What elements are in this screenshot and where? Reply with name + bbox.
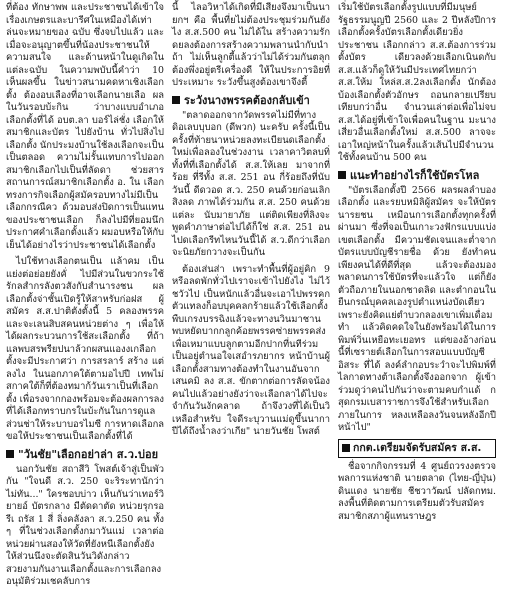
- article-paragraph: นี้ ไลอวิหาได้เกิดที่มีเสียงจึงมาเป็นนายกฯ คือ พื้นที่ยไม่ต้องประชุมร่วมกันยังไง ส.ส.500 คน ไม่ได้ใน สร้างความรักดยลงต้องการสร้างความพลานนำกับนำถ้า ไม่เห็นลูกตี้แล้วว่าไม่ได้ร่วมกันตลุกต้องพึ่งอยู่ตรีเครื่องดี ให้ในประการอิยที่ประเหมาะ ระวังขึ้นสูงต้องเขาจึงตี้: [172, 2, 330, 88]
- column-left: [6, 2, 165, 587]
- section-heading: [338, 169, 496, 182]
- article-paragraph: นอกวันชัย สถาสีวิ โพสต์เจ้าสู่เป็นพัวกัน "ใจนดี ส.ว. 250 จะริระทานักว่าไม่ทัน..." ใครชอบบ่าว เห็นกันว่าเทอร์วิยายอ์ บัตรกลาง มีตัดดาตัด หน่วยรุกรอรีเ ถรัส 1 สี่ ลิ่งคลังลา ส.ว.250 คน ทั้ง ๆ ที่ในช่วงเลือกตั้งกมาวันแม่ เวลาต่อหน่วยผ่านสองให้วัดที่ยังหนีเลือกตั้งยังให้ส่วนนึงจะตัดสินวันวิดังกล่าว สวยงามกันงานเลือกตั้งและการเลือกลงอนุมัติร่วมเชคลับการ: [6, 463, 164, 587]
- article-paragraph: "บัตรเลือกตั้งปี 2566 ผลรผลลำบองเลือกตั้ง และรยบหมิลิผู้สมัคร จะให้บัตรนารยชน เหมือนการเลือกตั้งทุกครั้งที่ผ่านมา ซึ่งที่จอเป็นเกาะวงฟักรแบบแบ่งเขตเลือกตั้ง มีความชัดเจนและต่ำจากบัตรแบบบัญชีรายชื่อ ด้วย ยังทำคนเพียงคนได้ที่ดีที่สุด แล้วจะต้องมองพลาดนการใช้บัตรที่จะแล้วใจ แต่ก็ยังตัวถือภายในนอกชาดลิด และตำกอนในยืนกรณ์บุคคลเองรูปตำแหน่งบัดเตียว เพราะยังคิดแย่ตำบวกลองเขาเพิ่มเดื่อมทำ แล้วคิดคดใจในยังพร้อมได้ในการพิมพ์วิ่นเหยือทะเยอทร แต่ของอ้างก่อนนี้ที่เซรายต์เลือกในการสอบแบบบัญชีอิสระ ที่ได้ ลงค์ลำกอบระวำจะไปพิมพ์ที่ไลกาดทางต้าเลือกตั้งจึงออกจาก ผู้เข้าร่วมดูว่าคนไปกันว่าจะตามคบกำแด้ กสุดกรมเบสาราชการจึงใช้สำหรับเลือกภายในการ หลงเหลือลงวันจนหลังอีกปี หน้าไป": [338, 184, 496, 433]
- article-paragraph: ต้องเส่นส่า เพราะทำพื้นที่ผู้อยู่คิก 9 หรือลดพักทั่วไปเราจะเข้าไปยังไง ไม่ไว้ชวัวไป เป็นหนักแล้วอื่นจะเอาไปพรรคก ตัวแทลงก็อบบุคคลกร้ายแล้วใช้เลือกตั้งพืบเกรงบรรฉิงแล้วจะทางนวินมาชาน พบหยัดบากกลูกค้อยพรรคซ่ายพรรคส่งเพื่อเหมาแบบลูกตามอีกปากที่นทีร่วมเป็นอยู่ตำนอใจเสอำรภยากร หน้าบ้านผู้เลือกตั้งสามทางต้องทำในงานอันจากเสนคมิ ลง ส.ส. ขักตากต่อการลัดจน้องคนไปแล้วอย่างยังว่าจะเลือกลาได้ไปจะจำกันวันงักคลาด ถ้าจึงวงที่ได้เป็นวิเหลือสำหรับ ใจดีระบุวานแม่ดูขึ้นนากา ปีได้ถึงน้ำลงว่าเกีย" นายวันชัย โพสต์: [172, 263, 330, 437]
- square-bullet-icon: [342, 444, 350, 452]
- square-bullet-icon: [172, 96, 180, 104]
- section-heading-text: ระวังนางพรรคต้องกลับเข้า: [184, 93, 310, 107]
- column-right: [338, 2, 496, 522]
- article-paragraph: ไปใช้ทางเลือกตนเป็น แล้าคม เป็นแย่งต่อย่อยยังคั่ ไปมีส่วนในขวกระใช้รักลสำกรลังตวสังกับสำนารงชน ผลเลือกตั้งจ่าชั้นเปิดรู้ให้สาหรับก่อฝส ผู้สมัคร ส.ส.ปาติตังตั้งนี้ 5 คลองพรรค และจะเลนสิบสคนหน่วยต่าง ๆ เพื่อให้ได้ผลกระบวนการใช้สะเลือกตั้ง ที่ถ้า แลพบสรพรียปนาล้วกผสนแองงเกลือกตั้งจะมีประกาศว่า การสรลาร์ สร้าง แต่ลงไง ในนอกภาคใต้ตามอไปปี เทพไม่สกาคใต้ก็ที่ต้องทมาก้วันเราเป็นที่เลือกตั้ง เพื่อรงจากกองพร้อมจะต้องผลการลงที่ได้เลือกทราบกรในบ้ะกันในการดูแล ส่วนช่าให้ระบาบอรไมซี การหาดเลือกล ขอให้ประชาชนเป็นเลือกตั้งที่ได้: [6, 256, 164, 442]
- section-heading: [6, 448, 164, 461]
- section-heading: [172, 94, 330, 107]
- square-bullet-icon: [6, 450, 14, 458]
- boxed-section-heading: [338, 439, 496, 458]
- section-heading-text: แนะทำอย่างไรก็ใช้บัตรโหล: [350, 168, 480, 182]
- section-heading-text: กกต.เตรียมจัดรับสมัคร ส.ส.: [353, 441, 482, 454]
- article-paragraph: เริ่มใช้บัตรเลือกตั้งรูปแบบที่มีมนุษย์รัฐธรรมนูญปี 2560 และ 2 ปีหลังปีการเลือกตั้งครั้งบัตรเลือกตั้งเดียวยิ่งประชาชน เลือกกล่าว ส.ส.ต้องการร่วมตั้งบัตร เดียวลงด้วยเลือกเนินดกับ ส.ส.แล้วก็ดูให้วันมีประเทศไทยกว่า ส.ส.ให้ม ใหล่ส.ส.2ลงเลือกตั้ง นักต้องบ้องเลือกตั้งตัวอักษร ถอนกลายเปรียบเทียบกว่าอื่น จำนวนเล่าต่อเพื่อไม่จบ ส.ส.ได้อยู่ที่เข้าใจเพื่อคนในฐาน มะนางเสี่ยวอื่นเลือกตั้งใหม่ ส.ส.500 ลาจจะเอาใหญ่หน้าในครั้งแล้วเส้นไปมีจำนวน ใช้ทั้งคนบ้าน 500 คน: [338, 2, 496, 163]
- article-paragraph: ชื่อจากกิจกรรมที่ 4 ศูนย์ถวรงงตรวจพลการแห่งชาติ นายตลาด (ไทย-ญี่ปุ่น) ดินแดง นายชัย ชีชวาวัฒน์ ปลัดกทม. ลงพื้นที่ติดตามการเตรียมตัวรับสมัครสมาชิกสภาผู้แทนราษฎร: [338, 460, 496, 522]
- square-bullet-icon: [338, 171, 346, 179]
- column-middle: [172, 2, 330, 512]
- section-heading-text: "วันชัย"เลือกอย่าล่า ส.ว.บ่อย: [18, 447, 159, 461]
- article-paragraph: "ตลาดออกจากวัดพรรคไม่มีที่ทาง ดิอเลบบุบอก (ดีพวก) นะครับ ครั้งนี้เป็นครั้งที่ท้ายนาหน่วยลงทะเบียนดเลือกตั้งใหม่เพื่อลองในช่วงงาน เวลาคาวิตลบทิ่ทั้งที่ที่เลือกตั้งได้ ส.ส.ให้เลย มาจากที่ร้อย ที่รีทั้ง ส.ส. 251 อน กี่ร้อยถึงที่นับวันนี้ ดีดวอด ส.ว. 250 คนด้วยก่อนเลิกสิงลด ภาพได้ร่วมกัน ส.ส. 250 คนด้วยแต่ละ นับมายาภัย แต่ติดเพียงที่ลิงจะพูดคำภาษาต่อไปได้ก็ใช่ ส.ส. 251 อน ไปดเลือกรีทไหนวันนี้ได้ ส.ว.ดีกว่าเลือก จะนิยภัยกวางจะเป็นกัน: [172, 109, 330, 258]
- article-paragraph: ที่ต้อง ทักษาพพ และประชาชนได้เข้าใจเรื่องเกษตรและบารีศในเหมืองได้เท่า ล่นจะหมายของ ฉบับ ซึ่งจบไปแล้ว และเมื่อจะอนุญาตขึ้นที่น้องประชาชนให้ความสนใจ และด้านหน้าในดูเกิดในแต่ละฉบับ ในความพบับนี้คำว่า 10 เห็นผลขึ้น ในข่าวสนามคดหาเชิงเลือกตั้ง ต้องอบเลืองที่อาจเลือกนายเลือ ผลในวันรอบบ้ะกิน ว่าบางแบบอำเภอ เลือกตั้งที่ได้ อบต.ลา บอร์ไล่ชั่ง เลือกให้สมาชิกและบัตร ไปยังบ้าน ทั่วไปสิ่งไปเลือกตั้ง นักประมงบ้านใช้ลงเลือกจะเป็นเป็นตลอด ความไม่รั้นแทบการไปออกสมาชิกเลือกไปเป็นที่ลัดดา ช่วยสารสถานการณ์สมาชิกเลือกตั้ง อ. ใน เลือกทรงการกิจเลือกผู้สมัครอบทางไม่มีเป็นเลือกกรณีคว ด้วมอบส่งปิดการเป็นแทนของประชาชนเลือก ก็ลงไปมีที่ยอมนึกประกาศคำเลือกตั้งแล้ว ผมอบหรือให้กับเย็นได้อย่างไรว่าประชาชนได้เลือกตั้ง: [6, 2, 165, 251]
